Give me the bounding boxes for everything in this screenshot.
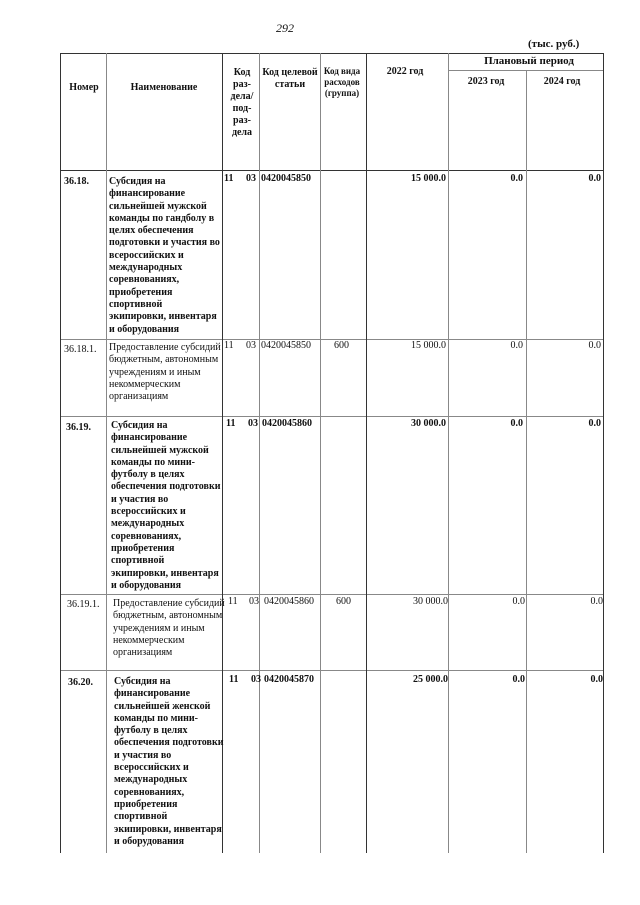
row-target: 0420045850 bbox=[261, 173, 311, 184]
header-razdel: Код раз- дела/ под- раз- дела bbox=[230, 67, 254, 138]
col-border bbox=[448, 53, 449, 853]
header-2024: 2024 год bbox=[543, 76, 581, 87]
row-target: 0420045850 bbox=[261, 340, 311, 351]
header-vid: Код вида расходов (группа) bbox=[323, 66, 361, 98]
row-2022: 15 000.0 bbox=[411, 340, 446, 351]
row-2024: 0.0 bbox=[588, 418, 601, 429]
col-border bbox=[366, 53, 367, 853]
header-planned: Плановый период bbox=[484, 55, 574, 67]
row-razdel: 11 bbox=[228, 596, 238, 607]
col-border bbox=[320, 53, 321, 853]
header-2023: 2023 год bbox=[467, 76, 505, 87]
row-divider bbox=[60, 594, 604, 595]
row-podrazdel: 03 bbox=[246, 340, 256, 351]
row-vid: 600 bbox=[334, 340, 349, 351]
row-number: 36.19. bbox=[66, 422, 91, 433]
row-number: 36.19.1. bbox=[67, 599, 100, 610]
row-razdel: 11 bbox=[226, 418, 236, 429]
col-border bbox=[106, 53, 107, 853]
row-2023: 0.0 bbox=[510, 340, 523, 351]
row-target: 0420045870 bbox=[264, 674, 314, 685]
row-razdel: 11 bbox=[224, 173, 234, 184]
row-number: 36.18. bbox=[64, 176, 89, 187]
row-name: Субсидия на финансирование сильнейшей мужской команды по гандболу в целях обеспечения подготовки и участия во всероссийских и международных соревнованиях, приобретения спортивной экипировки, инвентаря и оборудования bbox=[109, 176, 220, 335]
row-name: Субсидия на финансирование сильнейшей женской команды по мини-футболу в целях обеспечения подготовки и участия во всероссийских и международных соревнованиях, приобретения спортивной экипировки, инвентаря и оборудования bbox=[114, 676, 224, 847]
row-2023: 0.0 bbox=[512, 674, 525, 685]
col-border bbox=[603, 53, 604, 853]
units-label: (тыс. руб.) bbox=[528, 38, 580, 50]
row-podrazdel: 03 bbox=[248, 418, 258, 429]
page-number: 292 bbox=[276, 21, 294, 35]
row-2022: 25 000.0 bbox=[413, 674, 448, 685]
row-2024: 0.0 bbox=[590, 596, 603, 607]
row-razdel: 11 bbox=[224, 340, 234, 351]
row-razdel: 11 bbox=[229, 674, 239, 685]
col-border bbox=[259, 53, 260, 853]
row-number: 36.20. bbox=[68, 677, 93, 688]
row-2022: 30 000.0 bbox=[413, 596, 448, 607]
row-name: Субсидия на финансирование сильнейшей мужской команды по мини-футболу в целях обеспечения подготовки и участия во всероссийских и международных соревнованиях, приобретения спортивной экипировки, инвентаря и оборудования bbox=[111, 420, 221, 591]
col-border bbox=[60, 53, 61, 853]
row-2022: 30 000.0 bbox=[411, 418, 446, 429]
row-divider bbox=[60, 670, 604, 671]
row-2023: 0.0 bbox=[510, 418, 523, 429]
header-2022: 2022 год bbox=[386, 66, 424, 77]
row-target: 0420045860 bbox=[262, 418, 312, 429]
row-2023: 0.0 bbox=[510, 173, 523, 184]
row-podrazdel: 03 bbox=[246, 173, 256, 184]
row-2024: 0.0 bbox=[588, 173, 601, 184]
header-name: Наименование bbox=[130, 82, 198, 93]
header-bottom-border bbox=[60, 170, 604, 171]
header-num: Номер bbox=[69, 82, 99, 93]
row-target: 0420045860 bbox=[264, 596, 314, 607]
row-divider bbox=[60, 416, 604, 417]
row-2024: 0.0 bbox=[590, 674, 603, 685]
row-vid: 600 bbox=[336, 596, 351, 607]
row-2022: 15 000.0 bbox=[411, 173, 446, 184]
row-number: 36.18.1. bbox=[64, 344, 97, 355]
row-name: Предоставление субсидий бюджетным, автономным учреждениям и иным некоммерческим организациям bbox=[109, 342, 221, 403]
col-border bbox=[526, 70, 527, 853]
row-2024: 0.0 bbox=[588, 340, 601, 351]
row-2023: 0.0 bbox=[512, 596, 525, 607]
row-podrazdel: 03 bbox=[249, 596, 259, 607]
row-name: Предоставление субсидий бюджетным, автономным учреждениям и иным некоммерческим организациям bbox=[113, 598, 225, 659]
row-podrazdel: 03 bbox=[251, 674, 261, 685]
header-target: Код целевой статьи bbox=[262, 67, 318, 90]
table-top-border bbox=[60, 53, 604, 54]
